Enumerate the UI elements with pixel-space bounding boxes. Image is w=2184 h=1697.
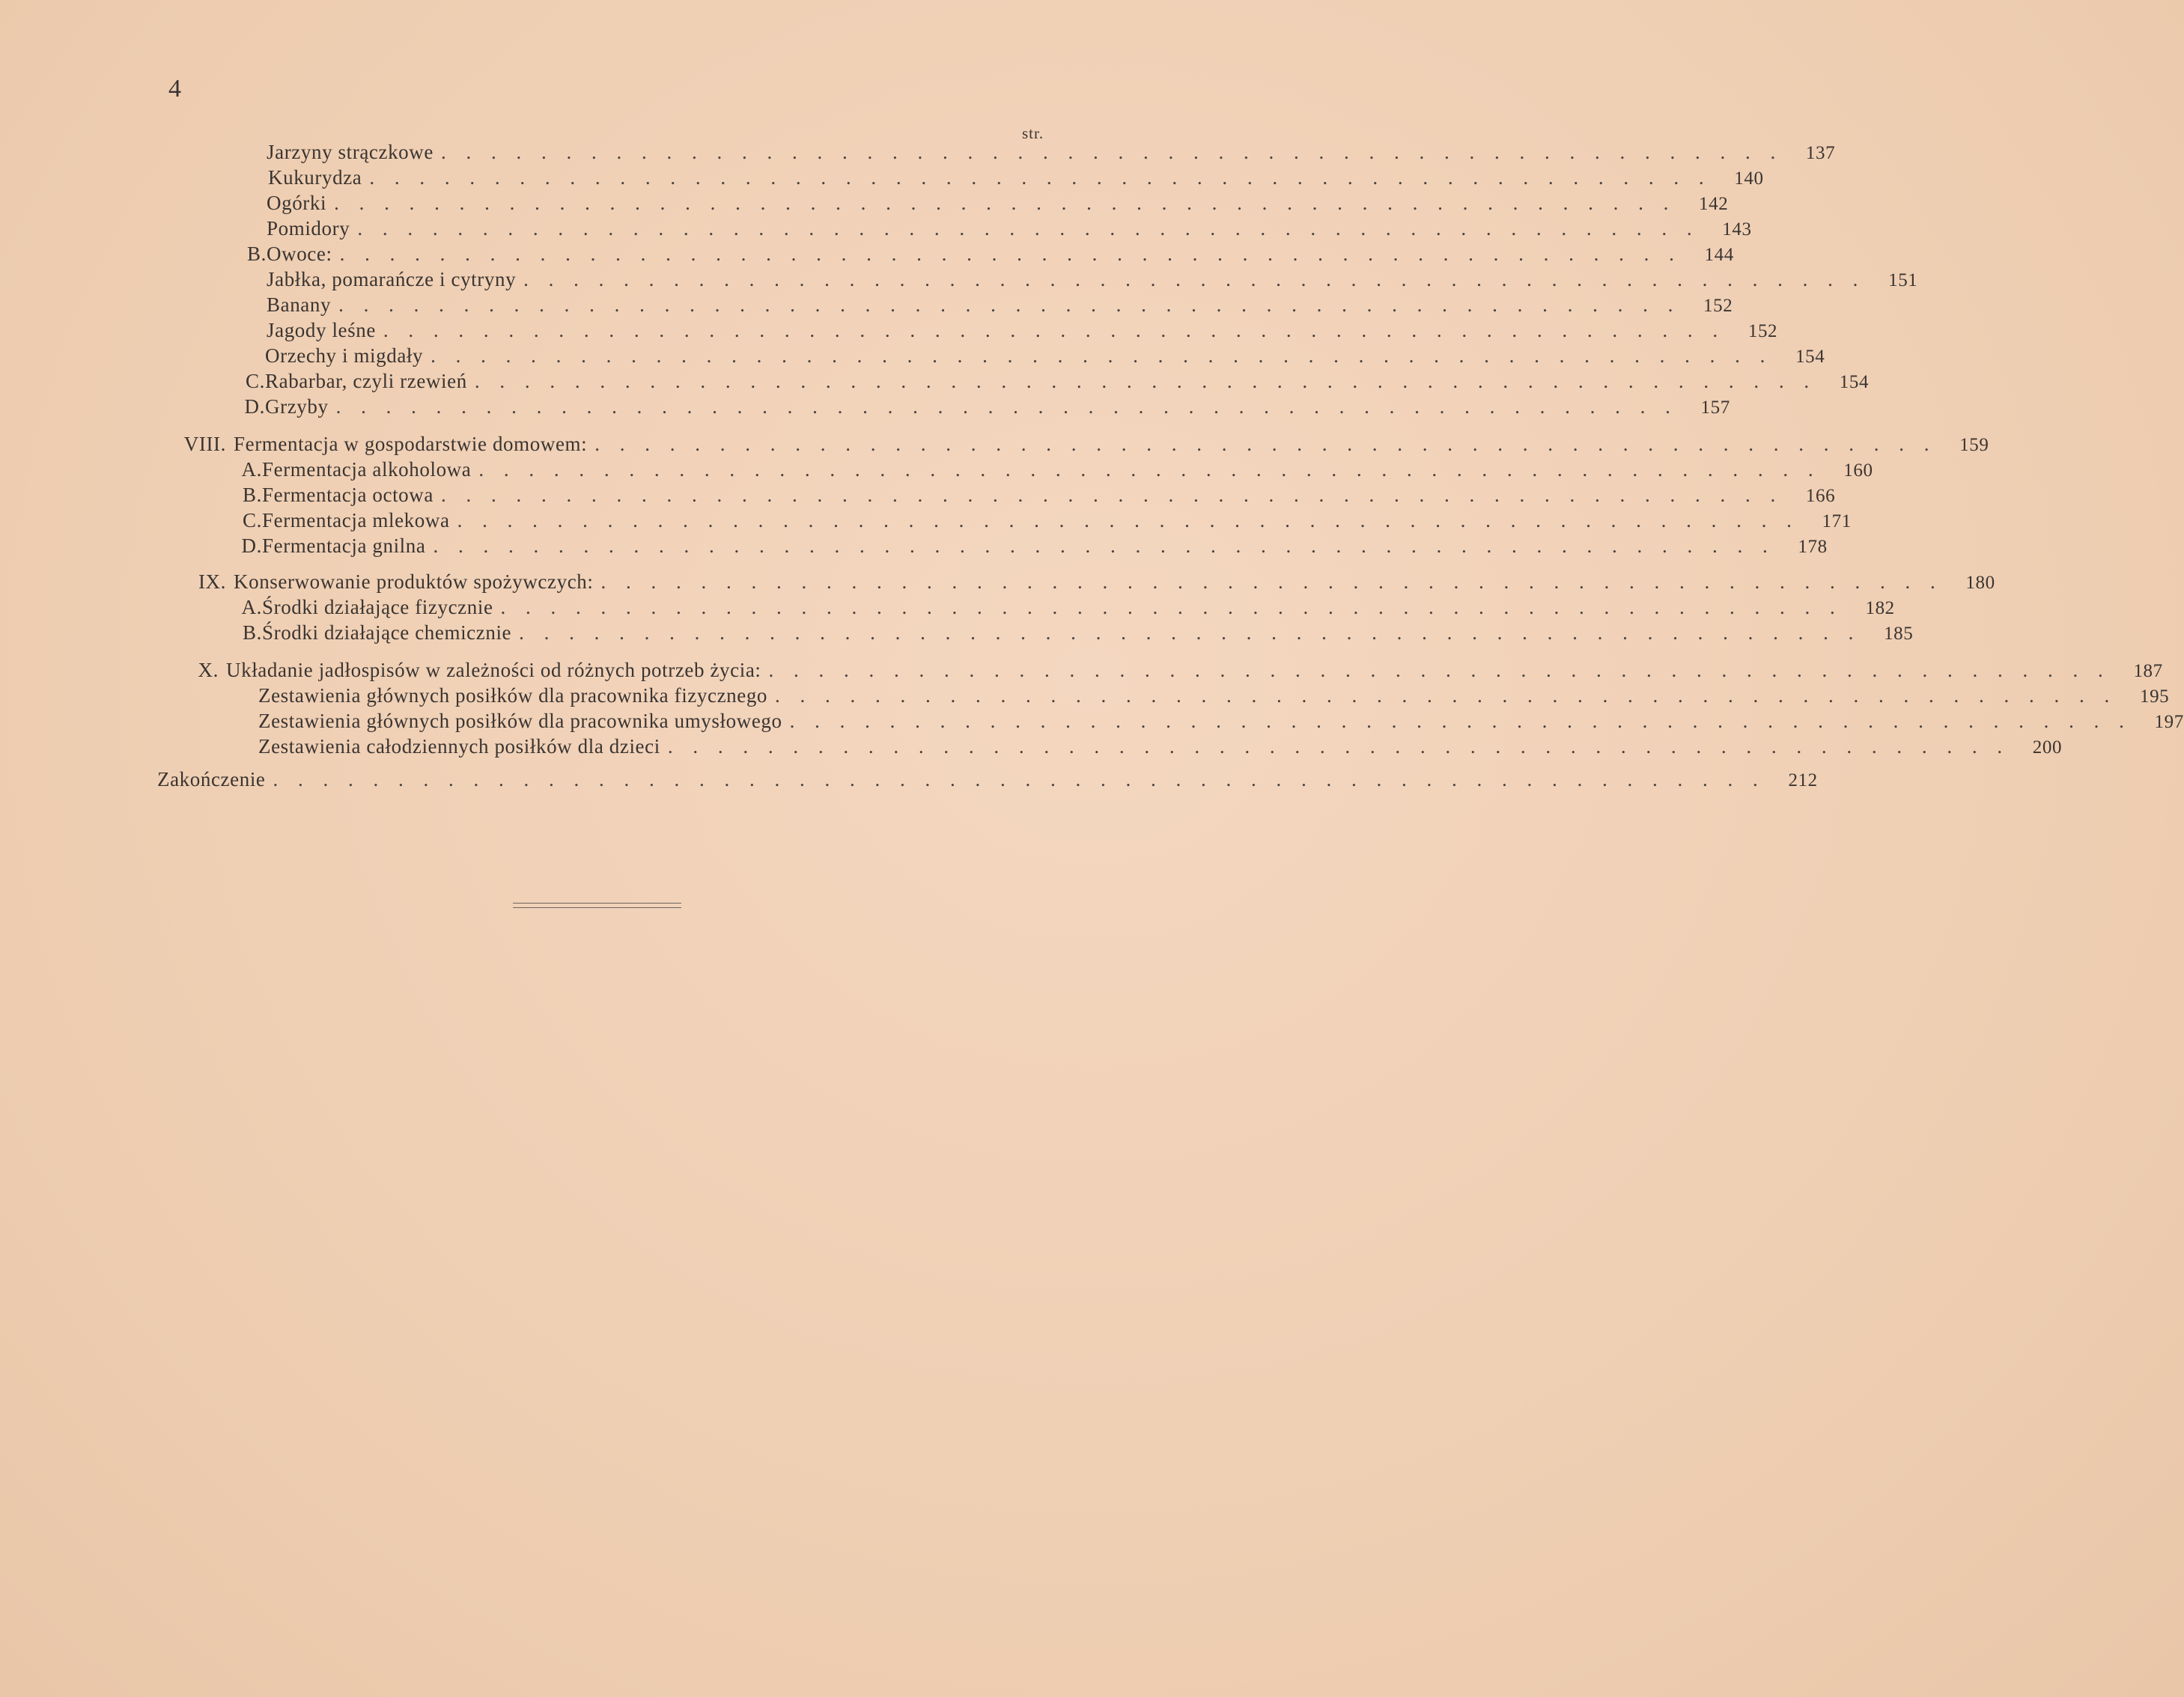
toc-entry-number: X.	[198, 659, 219, 681]
leader-dots: . . . . . . . . . . . . . . . . . . . . . . . . . . . . . . . . . . . . . . . . . . . . . . . . . . . . . .	[523, 268, 1866, 290]
leader-dots: . . . . . . . . . . . . . . . . . . . . . . . . . . . . . . . . . . . . . . . . . . . . . . . . . . . . . .	[383, 319, 1726, 341]
leader-dots: . . . . . . . . . . . . . . . . . . . . . . . . . . . . . . . . . . . . . . . . . . . . . . . . . . . . . .	[474, 370, 1817, 392]
leader-dots: . . . . . . . . . . . . . . . . . . . . . . . . . . . . . . . . . . . . . . . . . . . . . . . . . . . . . .	[500, 596, 1843, 618]
toc-entry-number: VIII.	[183, 433, 226, 455]
toc-entry-page: 160	[1843, 460, 1873, 481]
leader-dots: . . . . . . . . . . . . . . . . . . . . . . . . . . . . . . . . . . . . . . . . . . . . . . . . . . . . . .	[768, 659, 2111, 681]
toc-entry-label: Fermentacja octowa	[262, 484, 434, 506]
leader-dots: . . . . . . . . . . . . . . . . . . . . . . . . . . . . . . . . . . . . . . . . . . . . . . . . . . . . . .	[369, 166, 1712, 189]
toc-entry-page: 166	[1805, 486, 1836, 506]
toc-entry-page: 154	[1795, 347, 1825, 367]
toc-entry-page: 180	[1965, 573, 1995, 593]
toc-entry-number: D.	[244, 395, 265, 418]
toc-entry	[268, 166, 1764, 189]
leader-dots: . . . . . . . . . . . . . . . . . . . . . . . . . . . . . . . . . . . . . . . . . . . . . . . . . . . . . .	[457, 509, 1799, 531]
toc-entry-label: Zestawienia głównych posiłków dla pracownika fizycznego	[258, 684, 768, 707]
toc-entry-page: 140	[1734, 168, 1764, 189]
toc-entry-page: 212	[1788, 770, 1818, 790]
toc-entry-label: Zakończenie	[157, 768, 266, 790]
end-rule	[513, 907, 681, 908]
leader-dots: . . . . . . . . . . . . . . . . . . . . . . . . . . . . . . . . . . . . . . . . . . . . . . . . . . . . . .	[431, 344, 1773, 367]
toc-entry-page: 185	[1884, 624, 1914, 644]
toc-entry	[225, 395, 1730, 418]
leader-dots: . . . . . . . . . . . . . . . . . . . . . . . . . . . . . . . . . . . . . . . . . . . . . . . . . . . . . .	[600, 570, 1943, 593]
toc-entry	[225, 596, 1895, 619]
toc-entry-label: Fermentacja gnilna	[262, 534, 426, 557]
toc-entry	[267, 268, 1918, 291]
leader-dots: . . . . . . . . . . . . . . . . . . . . . . . . . . . . . . . . . . . . . . . . . . . . . . . . . . . . . .	[667, 735, 2010, 758]
leader-dots: . . . . . . . . . . . . . . . . . . . . . . . . . . . . . . . . . . . . . . . . . . . . . . . . . . . . . .	[338, 293, 1681, 316]
toc-entry-label: Fermentacja mlekowa	[262, 509, 450, 531]
leader-dots: . . . . . . . . . . . . . . . . . . . . . . . . . . . . . . . . . . . . . . . . . . . . . . . . . . . . . .	[775, 684, 2117, 707]
toc-chapter	[157, 570, 1995, 594]
leader-dots: . . . . . . . . . . . . . . . . . . . . . . . . . . . . . . . . . . . . . . . . . . . . . . . . . . . . . .	[335, 395, 1678, 418]
toc-entry-page: 195	[2139, 686, 2170, 707]
leader-dots: . . . . . . . . . . . . . . . . . . . . . . . . . . . . . . . . . . . . . . . . . . . . . . . . . . . . . .	[594, 433, 1937, 455]
toc-entry-number: B.	[243, 484, 262, 506]
toc-entry-page: 142	[1699, 194, 1729, 214]
toc-entry-label: Konserwowanie produktów spożywczych:	[234, 570, 594, 593]
toc-entry	[225, 534, 1828, 558]
toc-entry-number: IX.	[198, 570, 226, 593]
page-column-label: str.	[1022, 124, 1044, 142]
toc-entry	[267, 141, 1836, 164]
toc-entry-label: Jagody leśne	[267, 319, 376, 341]
toc-entry-label: Zestawienia głównych posiłków dla pracownika umysłowego	[258, 710, 782, 732]
toc-entry-number: D.	[241, 534, 262, 557]
toc-entry-label: Jabłka, pomarańcze i cytryny	[267, 268, 517, 290]
toc-entry-page: 171	[1822, 511, 1852, 531]
leader-dots: . . . . . . . . . . . . . . . . . . . . . . . . . . . . . . . . . . . . . . . . . . . . . . . . . . . . . .	[433, 534, 1775, 557]
toc-entry-page: 157	[1700, 397, 1730, 418]
page-number: 4	[168, 75, 181, 103]
leader-dots: . . . . . . . . . . . . . . . . . . . . . . . . . . . . . . . . . . . . . . . . . . . . . . . . . . . . . .	[789, 710, 2132, 732]
toc-entry-number: A.	[241, 596, 262, 618]
leader-dots: . . . . . . . . . . . . . . . . . . . . . . . . . . . . . . . . . . . . . . . . . . . . . . . . . . . . . .	[440, 141, 1783, 163]
leader-dots: . . . . . . . . . . . . . . . . . . . . . . . . . . . . . . . . . . . . . . . . . . . . . . . . . . . . . .	[334, 192, 1676, 214]
toc-entry-page: 187	[2133, 661, 2163, 681]
toc-entry-page: 152	[1703, 296, 1733, 316]
toc-chapter	[157, 768, 1818, 791]
toc-entry-label: Środki działające chemicznie	[262, 621, 512, 644]
toc-entry-label: Orzechy i migdały	[265, 344, 424, 367]
toc-entry-page: 144	[1704, 245, 1734, 265]
toc-entry-label: Fermentacja w gospodarstwie domowem:	[234, 433, 588, 455]
toc-chapter	[157, 659, 2163, 682]
toc-entry-page: 152	[1747, 321, 1778, 341]
toc-entry-number: C.	[246, 370, 265, 392]
toc-entry-number: A.	[241, 458, 262, 481]
end-rule	[513, 903, 681, 904]
leader-dots: . . . . . . . . . . . . . . . . . . . . . . . . . . . . . . . . . . . . . . . . . . . . . . . . . . . . . . . . . . . .	[273, 768, 1765, 790]
leader-dots: . . . . . . . . . . . . . . . . . . . . . . . . . . . . . . . . . . . . . . . . . . . . . . . . . . . . . .	[519, 621, 1861, 644]
toc-entry	[265, 344, 1825, 368]
toc-entry-number: B.	[247, 243, 267, 265]
toc-entry-page: 151	[1888, 270, 1918, 290]
toc-entry-label: Grzyby	[265, 395, 329, 418]
toc-entry-page: 178	[1798, 537, 1828, 557]
toc-entry	[258, 684, 2170, 707]
toc-entry-label: Rabarbar, czyli rzewień	[265, 370, 467, 392]
toc-entry-label: Owoce:	[267, 243, 332, 265]
leader-dots: . . . . . . . . . . . . . . . . . . . . . . . . . . . . . . . . . . . . . . . . . . . . . . . . . . . . . .	[478, 458, 1821, 481]
toc-entry-label: Jarzyny strączkowe	[267, 141, 434, 163]
toc-entry	[225, 484, 1836, 507]
toc-entry	[258, 735, 2063, 758]
toc-entry-page: 137	[1805, 143, 1836, 163]
toc-entry-page: 182	[1865, 598, 1895, 618]
toc-entry	[225, 621, 1914, 645]
toc-entry-page: 159	[1959, 435, 1989, 455]
leader-dots: . . . . . . . . . . . . . . . . . . . . . . . . . . . . . . . . . . . . . . . . . . . . . . . . . . . . . .	[440, 484, 1783, 506]
toc-entry	[258, 710, 2184, 733]
toc-entry-number: B.	[243, 621, 262, 644]
toc-entry	[267, 319, 1778, 342]
toc-entry	[225, 370, 1870, 393]
toc-entry-page: 200	[2032, 737, 2063, 758]
toc-entry-label: Ogórki	[267, 192, 327, 214]
toc-entry-label: Pomidory	[267, 217, 350, 240]
toc-entry	[267, 192, 1729, 215]
toc-entry-number: C.	[243, 509, 262, 531]
toc-entry-page: 143	[1722, 219, 1752, 240]
leader-dots: . . . . . . . . . . . . . . . . . . . . . . . . . . . . . . . . . . . . . . . . . . . . . . . . . . . . . .	[339, 243, 1682, 265]
toc-entry-label: Środki działające fizycznie	[262, 596, 493, 618]
toc-entry	[225, 509, 1852, 532]
toc-entry	[225, 243, 1734, 266]
toc-entry-page: 154	[1839, 372, 1870, 392]
toc-entry-label: Kukurydza	[268, 166, 362, 189]
toc-entry-label: Fermentacja alkoholowa	[262, 458, 472, 481]
toc-entry-label: Banany	[267, 293, 332, 316]
toc-entry-page: 197	[2154, 712, 2184, 732]
toc-chapter	[157, 433, 1989, 456]
leader-dots: . . . . . . . . . . . . . . . . . . . . . . . . . . . . . . . . . . . . . . . . . . . . . . . . . . . . . .	[357, 217, 1700, 240]
toc-entry	[267, 217, 1752, 240]
toc-entry-label: Zestawienia całodziennych posiłków dla dzieci	[258, 735, 660, 758]
toc-entry	[225, 458, 1873, 481]
toc-entry	[267, 293, 1733, 317]
toc-entry-label: Układanie jadłospisów w zależności od różnych potrzeb życia:	[226, 659, 761, 681]
